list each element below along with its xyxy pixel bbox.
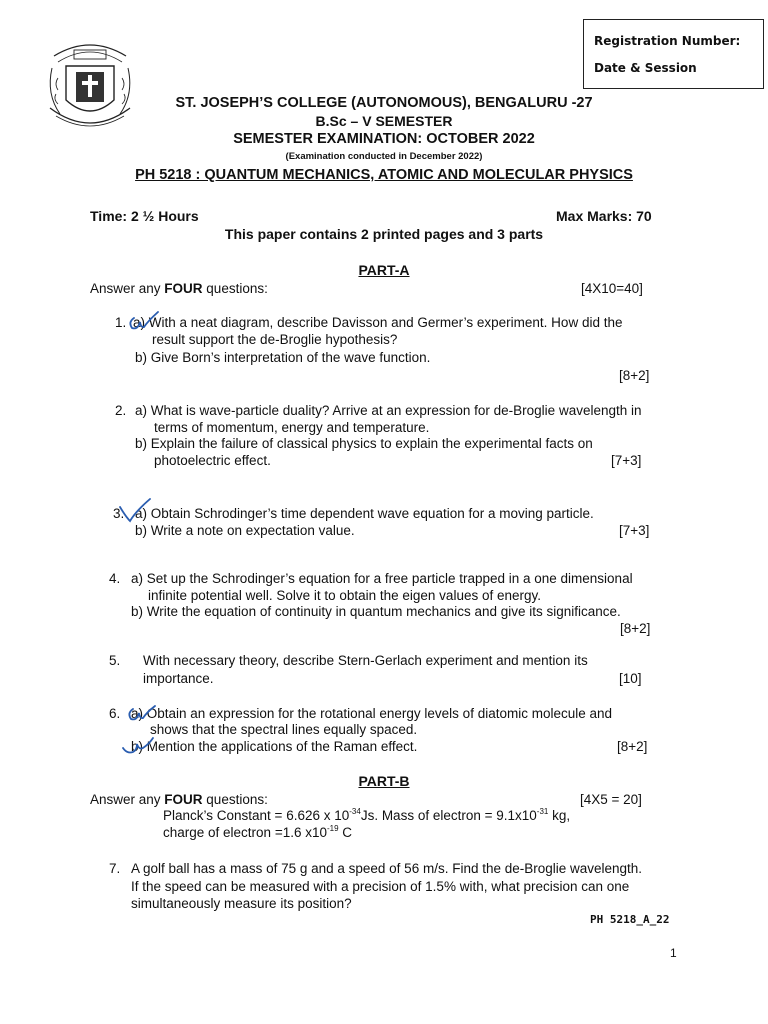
q6-part-a-line2: shows that the spectral lines equally spaced. — [150, 722, 418, 737]
q7-line2: If the speed can be measured with a precision of 1.5% with, what precision can one — [131, 879, 630, 894]
part-b-marks: [4X5 = 20] — [580, 792, 642, 807]
q7-number: 7. — [109, 861, 121, 876]
q2-part-b-line2: photoelectric effect. — [154, 453, 271, 468]
course-title: PH 5218 : QUANTUM MECHANICS, ATOMIC AND MOLECULAR PHYSICS — [135, 167, 633, 183]
registration-number-label: Registration Number: — [594, 34, 741, 48]
date-session-label: Date & Session — [594, 61, 697, 75]
q3-part-a: a) Obtain Schrodinger’s time dependent wave equation for a moving particle. — [135, 506, 594, 521]
q6-part-a-line1: a) Obtain an expression for the rotational energy levels of diatomic molecule and — [131, 706, 613, 721]
q5-marks: [10] — [619, 671, 642, 686]
q1-marks: [8+2] — [619, 368, 650, 383]
q4-part-a-line1: a) Set up the Schrodinger’s equation for a free particle trapped in a one dimensional — [131, 571, 633, 586]
q4-marks: [8+2] — [620, 621, 651, 636]
part-a-title: PART-A — [358, 262, 410, 278]
q3-number: 3. — [113, 506, 125, 521]
exam-conducted-note: (Examination conducted in December 2022) — [285, 151, 483, 162]
q1-number: 1. — [115, 315, 127, 330]
college-name: ST. JOSEPH’S COLLEGE (AUTONOMOUS), BENGALURU -27 — [175, 95, 593, 111]
q3-marks: [7+3] — [619, 523, 650, 538]
q2-part-a-line2: terms of momentum, energy and temperature. — [154, 420, 430, 435]
q1-part-a-line2: result support the de-Broglie hypothesis? — [152, 332, 398, 347]
q4-part-b: b) Write the equation of continuity in quantum mechanics and give its significance. — [131, 604, 621, 619]
program-title: B.Sc – V SEMESTER — [315, 113, 453, 129]
q1-part-a-line1: a) With a neat diagram, describe Davisson and Germer’s experiment. How did the — [133, 315, 623, 330]
part-b-title: PART-B — [358, 773, 410, 789]
q5-number: 5. — [109, 653, 121, 668]
q2-part-b-line1: b) Explain the failure of classical physics to explain the experimental facts on — [135, 436, 593, 451]
pages-note: This paper contains 2 printed pages and 3 parts — [224, 226, 544, 242]
registration-box — [583, 19, 764, 89]
max-marks: Max Marks: 70 — [556, 208, 652, 224]
page-number: 1 — [670, 946, 677, 960]
q6-marks: [8+2] — [617, 739, 648, 754]
q6-number: 6. — [109, 706, 121, 721]
q3-part-b: b) Write a note on expectation value. — [135, 523, 355, 538]
part-a-marks: [4X10=40] — [581, 281, 643, 296]
paper-code: PH 5218_A_22 — [590, 913, 670, 926]
part-a-instruction: Answer any FOUR questions: — [90, 281, 268, 296]
exam-title: SEMESTER EXAMINATION: OCTOBER 2022 — [233, 131, 535, 147]
q4-number: 4. — [109, 571, 121, 586]
q2-number: 2. — [115, 403, 127, 418]
part-b-instruction: Answer any FOUR questions: — [90, 792, 268, 807]
q1-part-b: b) Give Born’s interpretation of the wave function. — [135, 350, 431, 365]
q7-line1: A golf ball has a mass of 75 g and a speed of 56 m/s. Find the de-Broglie wavelength. — [131, 861, 643, 876]
q7-line3: simultaneously measure its position? — [131, 896, 352, 911]
q4-part-a-line2: infinite potential well. Solve it to obtain the eigen values of energy. — [148, 588, 541, 603]
q2-part-a-line1: a) What is wave-particle duality? Arrive at an expression for de-Broglie wavelength in — [135, 403, 642, 418]
q2-marks: [7+3] — [611, 453, 642, 468]
q6-part-b: b) Mention the applications of the Raman effect. — [131, 739, 418, 754]
q5-line2: importance. — [143, 671, 214, 686]
constants-line2: charge of electron =1.6 $x10^{-19}$ C — [163, 824, 353, 840]
q5-line1: With necessary theory, describe Stern-Gerlach experiment and mention its — [143, 653, 588, 668]
exam-duration: Time: 2 ½ Hours — [90, 208, 199, 224]
constants-line1: Planck’s Constant = 6.626 x $10^{-34}Js$. Mass of electron = $9.1x10^{-31}$ kg, — [163, 807, 571, 823]
